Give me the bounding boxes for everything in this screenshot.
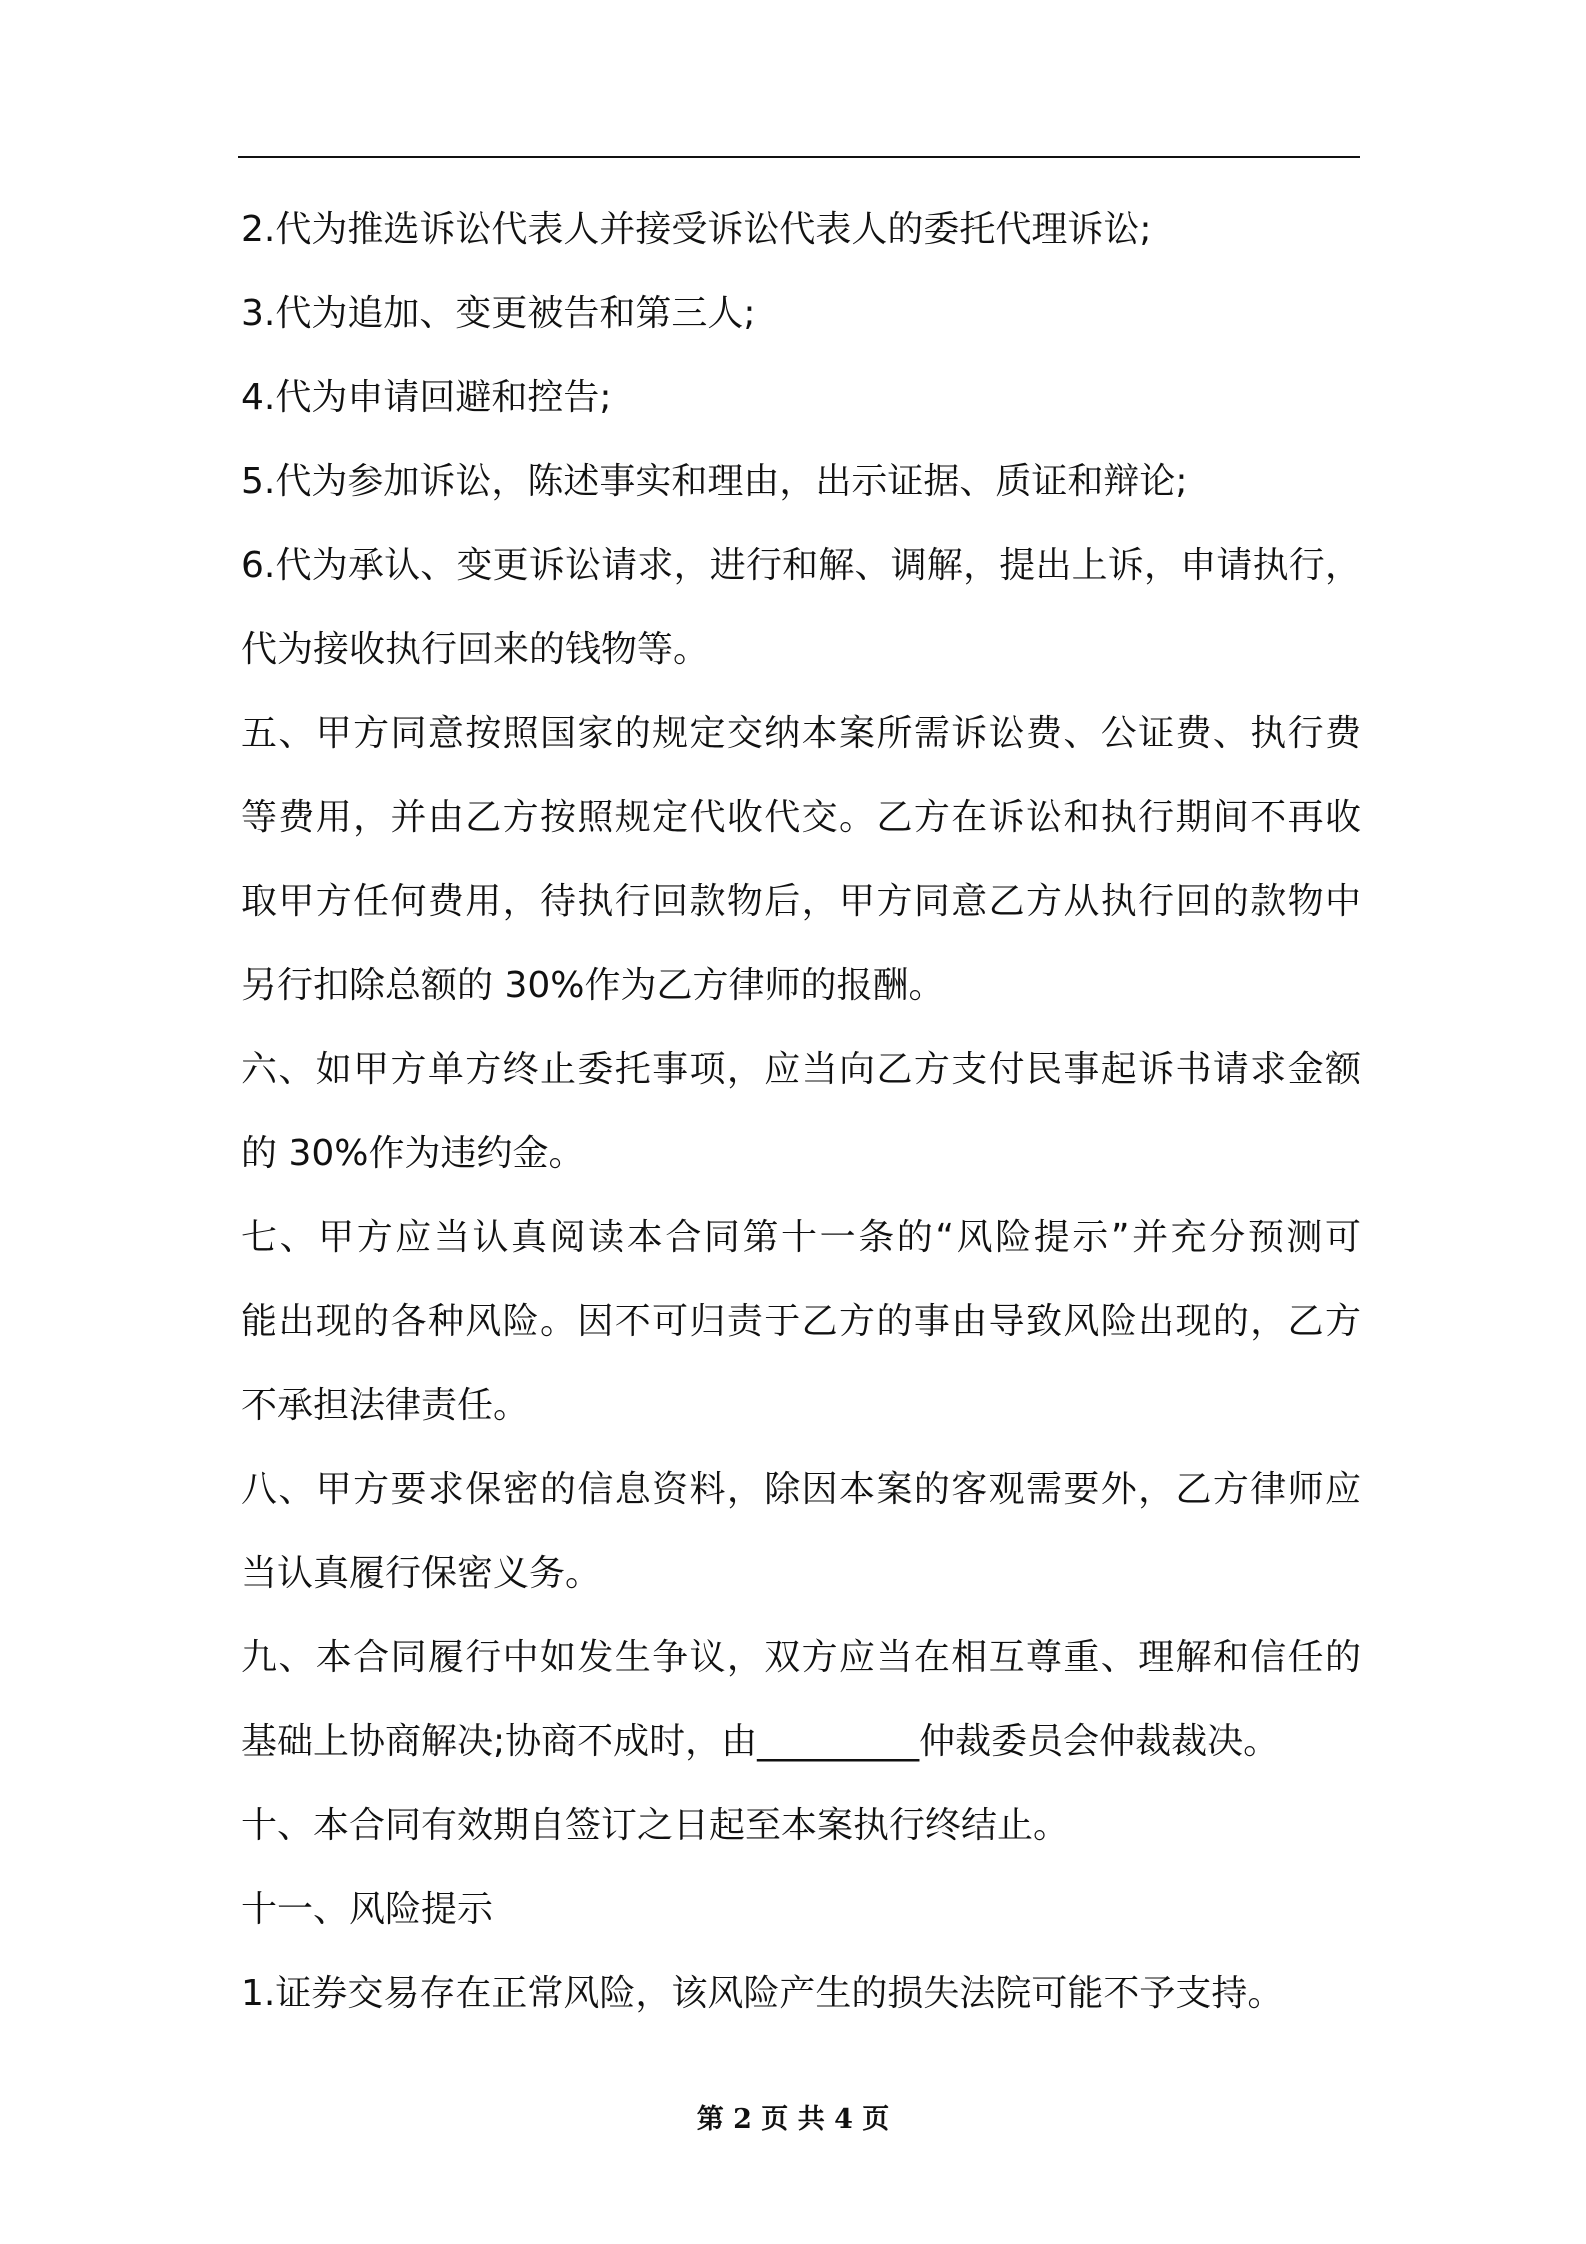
text-line-12: 的 30%作为违约金。 — [241, 1133, 585, 1174]
text-line-11: 六、如甲方单方终止委托事项，应当向乙方支付民事起诉书请求金额 — [241, 1049, 1361, 1090]
text-line-1: 2.代为推选诉讼代表人并接受诉讼代表人的委托代理诉讼; — [241, 209, 1152, 250]
text-line-9: 取甲方任何费用，待执行回款物后，甲方同意乙方从执行回的款物中 — [241, 881, 1361, 922]
text-line-18: 九、本合同履行中如发生争议，双方应当在相互尊重、理解和信任的 — [241, 1637, 1361, 1678]
text-line-17: 当认真履行保密义务。 — [241, 1553, 602, 1594]
text-line-5: 6.代为承认、变更诉讼请求，进行和解、调解，提出上诉，申请执行， — [241, 545, 1361, 586]
page-number-footer: 第 2 页 共 4 页 — [696, 2104, 890, 2135]
text-line-8: 等费用，并由乙方按照规定代收代交。乙方在诉讼和执行期间不再收 — [241, 797, 1361, 838]
text-line-15: 不承担法律责任。 — [241, 1385, 530, 1426]
text-line-4: 5.代为参加诉讼，陈述事实和理由，出示证据、质证和辩论; — [241, 461, 1188, 502]
text-line-21: 十一、风险提示 — [241, 1889, 494, 1930]
text-line-22: 1.证券交易存在正常风险，该风险产生的损失法院可能不予支持。 — [241, 1973, 1284, 2014]
text-line-16: 八、甲方要求保密的信息资料，除因本案的客观需要外，乙方律师应 — [241, 1469, 1361, 1510]
text-line-10: 另行扣除总额的 30%作为乙方律师的报酬。 — [241, 965, 945, 1006]
text-line-2: 3.代为追加、变更被告和第三人; — [241, 293, 756, 334]
text-line-6: 代为接收执行回来的钱物等。 — [241, 629, 710, 670]
text-line-7: 五、甲方同意按照国家的规定交纳本案所需诉讼费、公证费、执行费 — [241, 713, 1361, 754]
text-line-13: 七、甲方应当认真阅读本合同第十一条的“风险提示”并充分预测可 — [241, 1217, 1361, 1258]
text-line-19: 基础上协商解决;协商不成时，由_________仲裁委员会仲裁裁决。 — [241, 1721, 1280, 1762]
text-line-14: 能出现的各种风险。因不可归责于乙方的事由导致风险出现的，乙方 — [241, 1301, 1361, 1342]
document-body — [241, 188, 1361, 2036]
header-rule — [238, 156, 1360, 158]
text-line-20: 十、本合同有效期自签订之日起至本案执行终结止。 — [241, 1805, 1070, 1846]
text-line-3: 4.代为申请回避和控告; — [241, 377, 612, 418]
